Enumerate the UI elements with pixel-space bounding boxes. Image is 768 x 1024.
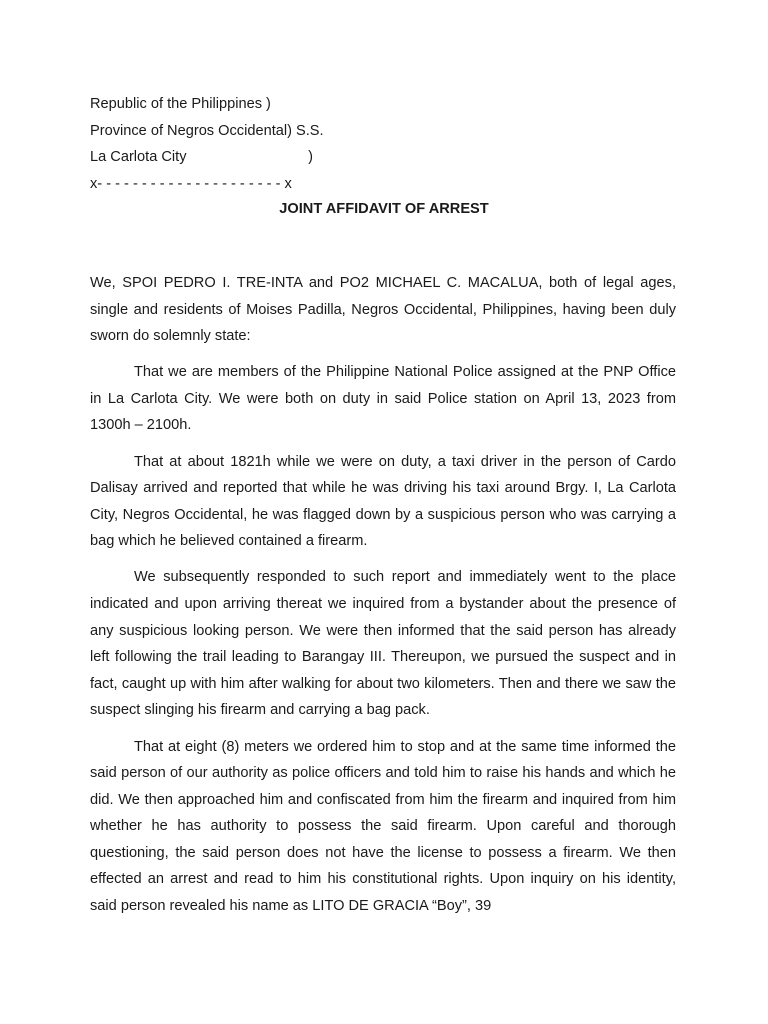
venue-city-line: La Carlota City ): [90, 149, 314, 165]
pursuit-paragraph: We subsequently responded to such report and immediately went to the place indicated and upon arriving thereat we inquired from a bystander about the presence of any suspicious looking person. We were then informed that the said person has already left following the trail leading to Barangay III. Thereupon, we pursued the suspect and in fact, caught up with him after walking for about two kilometers. Then and there we saw the suspect slinging his firearm and carrying a bag pack.: [90, 569, 676, 719]
duty-paragraph: That we are members of the Philippine National Police assigned at the PNP Office in La Carlota City. We were both on duty in said Police station on April 13, 2023 from 1300h – 2100h.: [90, 364, 676, 434]
affiants-paragraph: We, SPOI PEDRO I. TRE-INTA and PO2 MICHAEL C. MACALUA, both of legal ages, single and residents of Moises Padilla, Negros Occidental, Philippines, having been duly sworn do solemnly state:: [90, 275, 676, 345]
venue-separator-line: x- - - - - - - - - - - - - - - - - - - - - x: [90, 175, 292, 192]
venue-country-line: Republic of the Philippines ): [90, 96, 271, 112]
arrest-paragraph: That at eight (8) meters we ordered him to stop and at the same time informed the said person of our authority as police officers and told him to raise his hands and which he did. We then approached him and confiscated from him the firearm and inquired from him whether he has authority to possess the said firearm. Upon careful and thorough questioning, the said person does not have the license to possess a firearm. We then effected an arrest and read to him his constitutional rights. Upon inquiry on his identity, said person revealed his name as LITO DE GRACIA “Boy”, 39: [90, 738, 676, 915]
venue-province-line: Province of Negros Occidental) S.S.: [90, 122, 324, 139]
document-title: JOINT AFFIDAVIT OF ARREST: [279, 201, 489, 217]
venue-block: [90, 91, 324, 197]
report-paragraph: That at about 1821h while we were on duty, a taxi driver in the person of Cardo Dalisay arrived and reported that while he was driving his taxi around Brgy. I, La Carlota City, Negros Occidental, he was flagged down by a suspicious person who was carrying a bag which he believed contained a firearm.: [90, 453, 676, 550]
affidavit-body: [90, 270, 676, 929]
